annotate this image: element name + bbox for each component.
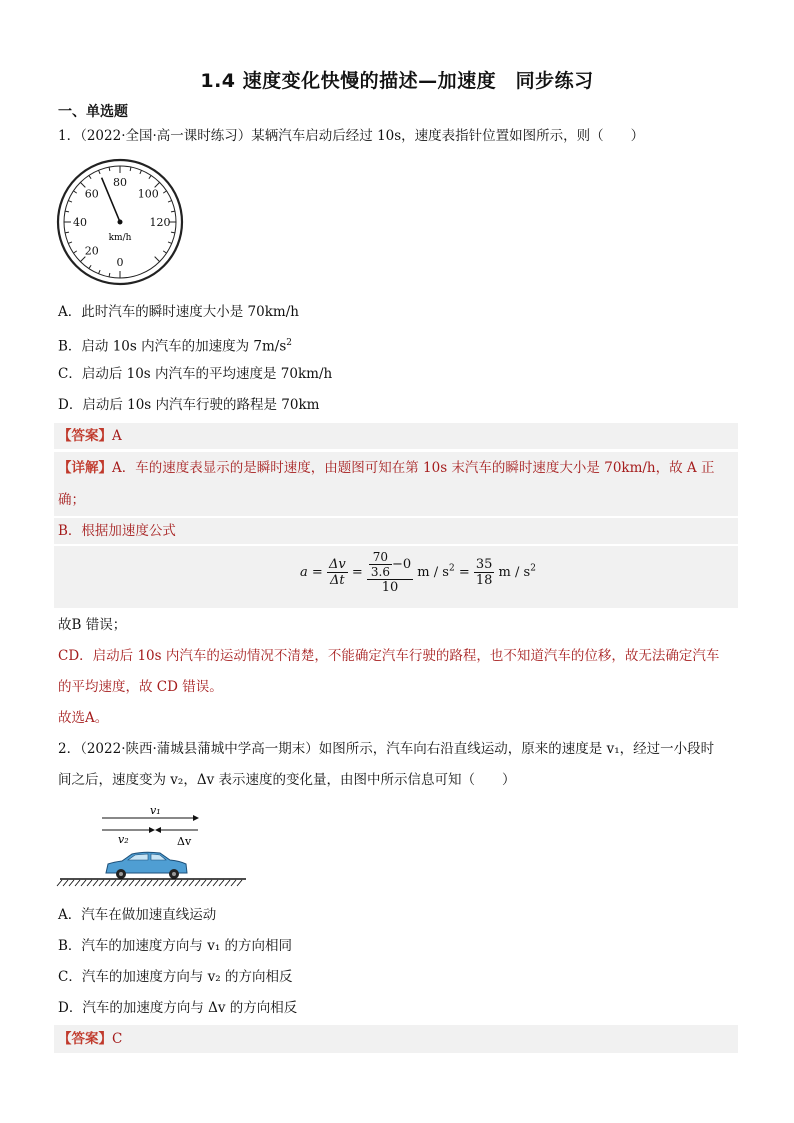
gauge-tick <box>89 265 91 268</box>
gauge-tick <box>68 201 72 203</box>
car-icon <box>106 852 187 879</box>
q1-cd-line-2: 的平均速度，故 CD 错误。 <box>58 679 223 695</box>
gauge-tick <box>168 201 172 203</box>
section-heading: 一、单选题 <box>58 104 128 120</box>
gauge-tick <box>65 211 69 212</box>
delta-v-label: Δv <box>177 835 192 848</box>
gauge-tick <box>163 251 166 253</box>
q1-stem: 1．（2022·全国·高一课时练习）某辆汽车启动后经过 10s，速度表指针位置如图所示，则（ ） <box>58 128 645 144</box>
q1-b-formula-intro: B．根据加速度公式 <box>58 523 176 539</box>
gauge-tick <box>149 175 151 178</box>
q1-choose: 故选A。 <box>58 710 109 726</box>
q2-answer-band <box>54 1025 738 1053</box>
v2-label: v₂ <box>118 833 129 846</box>
q1-answer: 【答案】A <box>58 428 122 444</box>
q1-detail-line-2: 确； <box>58 492 85 508</box>
gauge-tick <box>80 257 85 262</box>
q1-b-wrong: 故B 错误； <box>58 617 127 633</box>
q2-option-c: C．汽车的加速度方向与 v₂ 的方向相反 <box>58 969 293 985</box>
gauge-tick <box>155 182 160 187</box>
v1-label: v₁ <box>150 804 161 817</box>
gauge-tick-label: 60 <box>84 187 99 201</box>
q2-answer: 【答案】C <box>58 1031 123 1047</box>
q1-detail-line-1: 【详解】A．车的速度表显示的是瞬时速度，由题图可知在第 10s 末汽车的瞬时速度大小是 70km/h，故 A 正 <box>58 460 715 476</box>
gauge-tick <box>171 232 175 233</box>
gauge-tick-label: 40 <box>73 216 87 229</box>
gauge-tick <box>109 167 110 171</box>
gauge-tick <box>89 175 91 178</box>
answer-band <box>54 423 738 449</box>
gauge-tick <box>99 170 101 174</box>
gauge-tick <box>109 273 110 277</box>
gauge-tick <box>73 191 76 193</box>
gauge-tick <box>130 167 131 171</box>
q2-stem-line-1: 2．（2022·陕西·蒲城县蒲城中学高一期末）如图所示，汽车向右沿直线运动，原来的速度是 v₁，经过一小段时 <box>58 741 715 757</box>
speedometer-figure <box>56 158 184 286</box>
q2-option-a: A．汽车在做加速直线运动 <box>58 907 217 923</box>
gauge-tick <box>155 257 160 262</box>
gauge-tick-label: 20 <box>84 244 99 258</box>
gauge-tick <box>68 242 72 244</box>
q2-option-d: D．汽车的加速度方向与 Δv 的方向相反 <box>58 1000 298 1016</box>
gauge-tick <box>140 170 142 174</box>
gauge-tick-label: 100 <box>137 187 159 201</box>
gauge-tick <box>65 232 69 233</box>
gauge-tick <box>171 211 175 212</box>
car-velocity-figure <box>56 800 250 890</box>
gauge-tick <box>80 182 85 187</box>
q1-cd-line-1: CD．启动后 10s 内汽车的运动情况不清楚，不能确定汽车行驶的路程，也不知道汽车的位移，故无法确定汽车 <box>58 648 720 664</box>
gauge-unit: km/h <box>108 233 132 243</box>
q1-option-c: C．启动后 10s 内汽车的平均速度是 70km/h <box>58 366 333 382</box>
q1-option-b: B．启动 10s 内汽车的加速度为 $7m/s^2$ <box>58 338 293 355</box>
page-title: 1.4 速度变化快慢的描述—加速度 同步练习 <box>200 70 594 92</box>
q2-stem-line-2: 间之后，速度变为 v₂，Δv 表示速度的变化量，由图中所示信息可知（ ） <box>58 772 516 788</box>
gauge-tick <box>168 242 172 244</box>
q2-option-b: B．汽车的加速度方向与 v₁ 的方向相同 <box>58 938 293 954</box>
acceleration-formula: a = $\frac{\Delta v}{\Delta t}$ = $\frac{70}{3.6}$ −0 10 m / $s^2$ = $\frac{35}{18}$ m / $s^2$ <box>300 550 536 595</box>
gauge-tick-label: 80 <box>113 176 127 189</box>
q1-option-a: A．此时汽车的瞬时速度大小是 70km/h <box>58 304 299 320</box>
gauge-tick-label: 0 <box>116 256 124 269</box>
gauge-tick <box>99 270 101 274</box>
gauge-tick-label: 120 <box>149 216 171 229</box>
gauge-tick <box>73 251 76 253</box>
q1-option-d: D．启动后 10s 内汽车行驶的路程是 70km <box>58 397 320 413</box>
gauge-tick <box>163 191 166 193</box>
